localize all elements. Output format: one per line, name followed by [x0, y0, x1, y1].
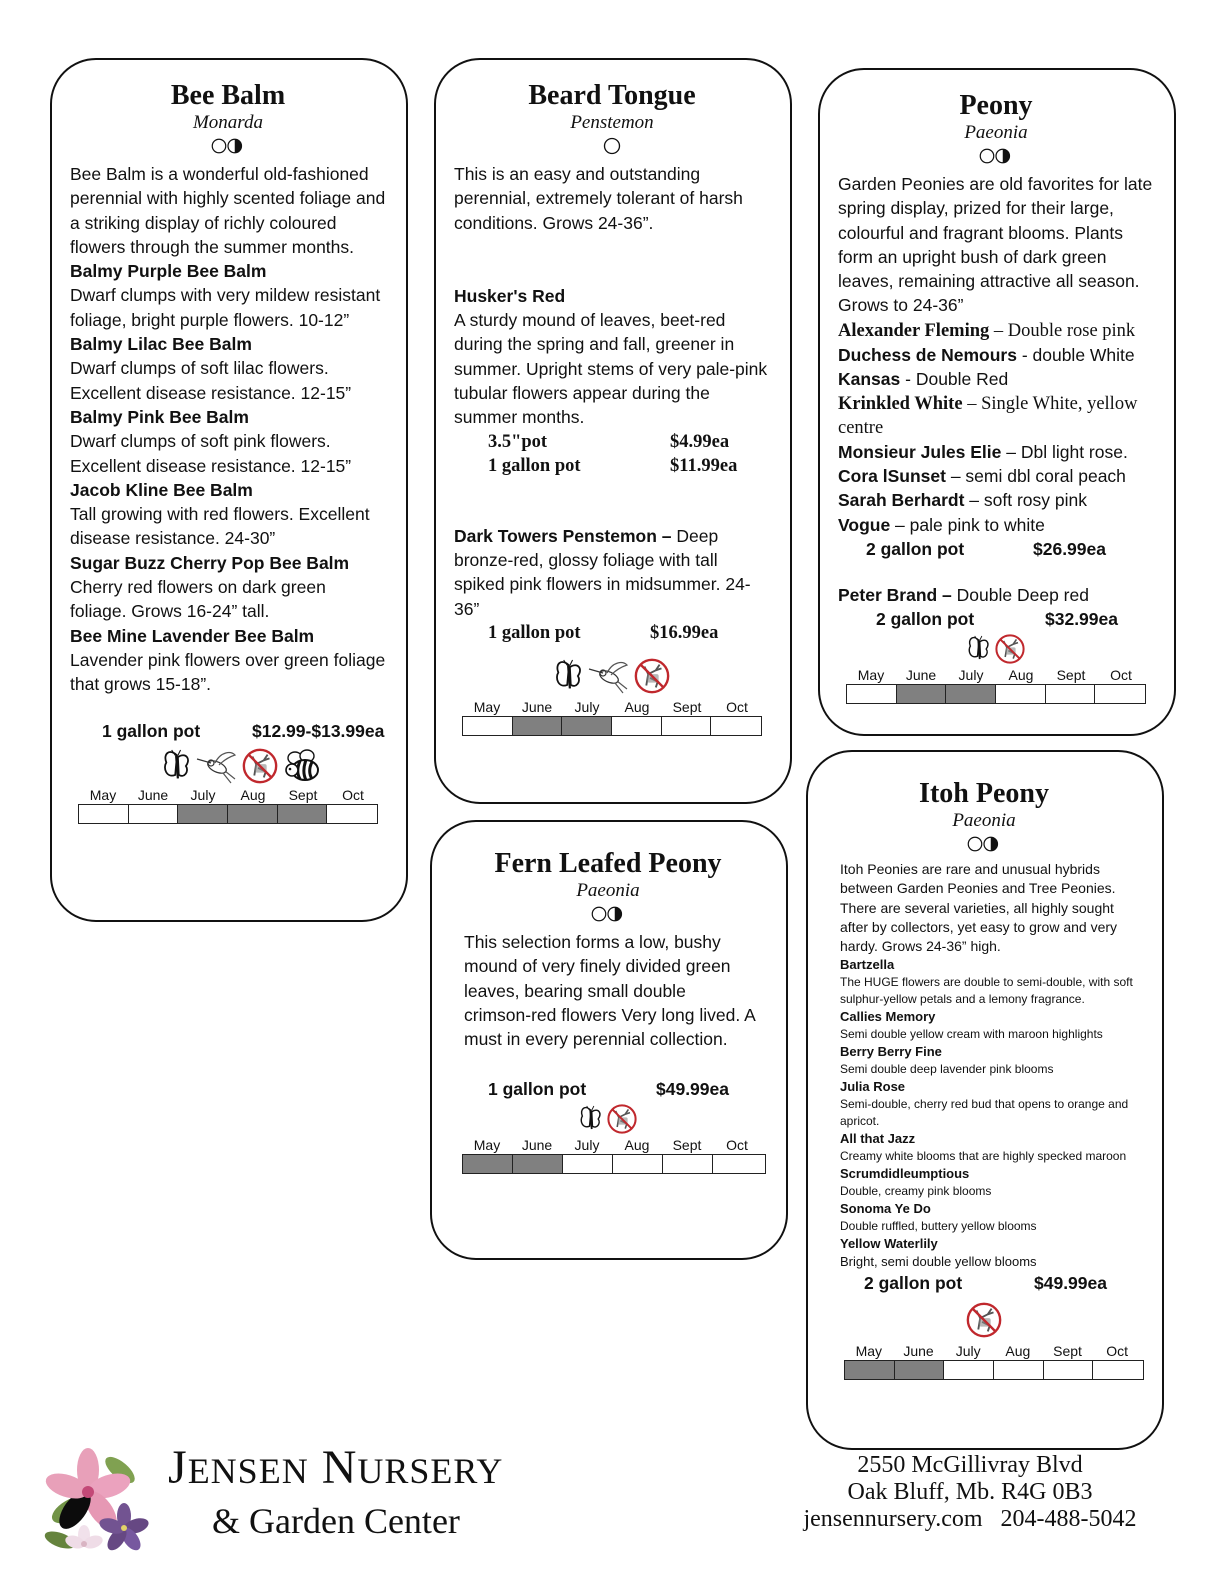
month-label: Aug	[240, 786, 266, 803]
bloom-cell	[711, 717, 761, 735]
price-label: 2 gallon pot	[866, 538, 965, 559]
month-label: June	[137, 786, 169, 803]
variety-block	[454, 524, 770, 621]
price-row	[454, 454, 770, 478]
bloom-month-labels	[844, 1343, 1142, 1360]
variety-desc: Semi-double, cherry red bud that opens to orange and apricot.	[840, 1097, 1129, 1129]
bloom-cell	[1044, 1361, 1094, 1379]
variety-desc: – Dbl light rose.	[1001, 441, 1128, 462]
variety-name: Callies Memory	[840, 1009, 936, 1025]
variety-desc: Cherry red flowers on dark green foliage. Grows 16-24” tall.	[70, 577, 326, 622]
month-label: Aug	[624, 698, 650, 715]
bloom-bar	[844, 1360, 1144, 1380]
bloom-cell	[513, 717, 563, 735]
card-peony	[818, 68, 1176, 736]
price-value: $12.99-$13.99ea	[252, 720, 385, 741]
deer-resistant-icon	[633, 657, 671, 695]
variety-name: Dark Towers Penstemon –	[454, 525, 672, 546]
variety-name: Scrumdidleumptious	[840, 1166, 970, 1182]
variety-desc: Dwarf clumps of soft lilac flowers. Excellent disease resistance. 12-15”	[70, 358, 352, 403]
bloom-cell	[897, 685, 947, 703]
variety-name: Husker's Red	[454, 285, 566, 306]
price-value: $26.99ea	[1033, 538, 1106, 559]
variety-name: Krinkled White	[838, 393, 963, 414]
bloom-chart	[844, 1343, 1142, 1380]
bloom-chart	[462, 1137, 766, 1174]
bloom-cell	[327, 805, 377, 823]
card-latin-name: Penstemon	[570, 112, 654, 133]
bloom-cell	[1095, 685, 1145, 703]
business-name-part: ENSEN	[187, 1451, 309, 1491]
month-label: June	[521, 1137, 553, 1154]
variety-list	[838, 318, 1154, 537]
variety-line	[838, 488, 1154, 512]
variety-name: Alexander Fleming	[838, 320, 990, 341]
price-row	[454, 621, 770, 645]
variety-name: Monsieur Jules Elie	[838, 441, 1002, 462]
bloom-bar	[462, 716, 762, 736]
card-intro: Bee Balm is a wonderful old-fashioned perennial with highly scented foliage and a striking display of richly coloured flowers through the summer months.	[70, 164, 386, 257]
bloom-cell	[228, 805, 278, 823]
bloom-cell	[663, 1155, 713, 1173]
flower-logo-icon	[40, 1440, 150, 1560]
variety-desc: Tall growing with red flowers. Excellent disease resistance. 24-30”	[70, 504, 370, 549]
variety-line	[838, 464, 1154, 488]
card-itoh-peony	[806, 750, 1164, 1450]
price-value: $16.99ea	[650, 622, 719, 643]
bloom-cell	[178, 805, 228, 823]
variety-name: Cora lSunset	[838, 465, 946, 486]
month-label: July	[574, 1137, 600, 1154]
price-value: $4.99ea	[670, 431, 730, 452]
butterfly-icon	[161, 747, 193, 785]
variety-desc: Creamy white blooms that are highly specked maroon	[840, 1149, 1127, 1164]
bloom-cell	[1046, 685, 1096, 703]
business-name-initial: J	[168, 1441, 188, 1494]
attracts-icons	[826, 1295, 1142, 1339]
price-row	[454, 430, 770, 454]
variety-desc: Dwarf clumps of soft pink flowers. Excellent disease resistance. 12-15”	[70, 431, 352, 476]
month-label: May	[89, 786, 117, 803]
deer-resistant-icon	[965, 1301, 1003, 1339]
variety-line	[838, 392, 1154, 440]
bloom-cell	[463, 1155, 513, 1173]
price-row	[826, 1271, 1142, 1295]
variety-name: Sonoma Ye Do	[840, 1201, 931, 1217]
deer-resistant-icon	[241, 747, 279, 785]
price-value: $11.99ea	[670, 455, 738, 476]
variety-name: All that Jazz	[840, 1131, 916, 1147]
month-label: Sept	[1056, 667, 1086, 684]
variety-name: Balmy Purple Bee Balm	[70, 261, 267, 282]
bloom-month-labels	[78, 787, 386, 804]
variety-name: Sugar Buzz Cherry Pop Bee Balm	[70, 552, 350, 573]
sun-requirement	[454, 136, 770, 162]
variety-name: Bartzella	[840, 957, 895, 973]
variety-list	[70, 259, 386, 696]
variety-list	[826, 956, 1142, 1271]
business-subtitle: & Garden Center	[212, 1501, 460, 1541]
bloom-cell	[895, 1361, 945, 1379]
bloom-cell	[278, 805, 328, 823]
deer-resistant-icon	[994, 633, 1026, 665]
bloom-cell	[713, 1155, 763, 1173]
bloom-cell	[1093, 1361, 1143, 1379]
hummingbird-icon	[195, 749, 239, 785]
month-label: Aug	[1008, 667, 1034, 684]
website-link[interactable]: jensennursery.com	[803, 1506, 983, 1532]
month-label: Aug	[1005, 1343, 1031, 1360]
variety-desc: Semi double deep lavender pink blooms	[840, 1062, 1054, 1077]
bloom-chart	[462, 699, 770, 736]
price-row	[838, 607, 1154, 631]
bloom-month-labels	[846, 667, 1154, 684]
price-value: $49.99ea	[656, 1079, 729, 1100]
variety-name: Balmy Lilac Bee Balm	[70, 334, 252, 355]
price-label: 1 gallon pot	[488, 1079, 587, 1100]
month-label: June	[905, 667, 937, 684]
variety-block	[838, 583, 1154, 607]
card-intro: Itoh Peonies are rare and unusual hybrids between Garden Peonies and Tree Peonies. There are several varieties, all highly sought after by collectors, yet easy to grow and very hardy. Grows 24-36” high.	[840, 861, 1118, 955]
sun-part-shade-icon	[978, 146, 1014, 166]
variety-desc: - double White	[1016, 345, 1135, 366]
variety-desc: Lavender pink flowers over green foliage that grows 15-18”.	[70, 649, 386, 695]
variety-name: Vogue	[838, 514, 891, 535]
card-intro: This is an easy and outstanding perennial, extremely tolerant of harsh conditions. Grows 24-36”.	[454, 164, 743, 233]
price-label: 1 gallon pot	[488, 455, 581, 476]
sun-part-shade-icon	[210, 136, 246, 156]
bloom-cell	[79, 805, 129, 823]
card-fern-leafed-peony	[430, 820, 788, 1260]
variety-desc: Double Deep red	[951, 584, 1089, 605]
month-label: June	[521, 698, 553, 715]
card-intro: This selection forms a low, bushy mound of very finely divided green leaves, bearing small double crimson-red flowers Very long lived. A must in every perennial collection.	[464, 932, 755, 1050]
variety-name: Kansas	[838, 369, 901, 390]
variety-name: Balmy Pink Bee Balm	[70, 406, 249, 427]
month-label: Oct	[342, 786, 364, 803]
hummingbird-icon	[587, 659, 631, 695]
bloom-cell	[129, 805, 179, 823]
sun-requirement	[826, 834, 1142, 860]
attracts-icons	[838, 631, 1154, 665]
variety-name: Peter Brand –	[838, 584, 952, 605]
butterfly-icon	[578, 1103, 604, 1135]
month-label: Sept	[672, 698, 702, 715]
price-label: 2 gallon pot	[864, 1273, 963, 1294]
bloom-cell	[562, 717, 612, 735]
bloom-month-labels	[462, 1137, 766, 1154]
contact-info	[800, 1452, 1140, 1533]
bloom-cell	[563, 1155, 613, 1173]
web-phone-line	[800, 1506, 1140, 1533]
month-label: Oct	[1106, 1343, 1129, 1360]
variety-name: Sarah Berhardt	[838, 490, 965, 511]
sun-requirement	[450, 904, 766, 930]
address-line: 2550 McGillivray Blvd	[857, 1452, 1083, 1478]
variety-line	[838, 318, 1154, 343]
sun-requirement	[838, 146, 1154, 172]
variety-desc: A sturdy mound of leaves, beet-red during the spring and fall, greener in summer. Upright stems of very pale-pink tubular flowers appear during the summer months.	[454, 310, 768, 428]
variety-name: Duchess de Nemours	[838, 345, 1017, 366]
bloom-cell	[847, 685, 897, 703]
price-row	[450, 1077, 766, 1101]
variety-desc: – semi dbl coral peach	[945, 465, 1126, 486]
bloom-bar	[78, 804, 378, 824]
bloom-cell	[463, 717, 513, 735]
month-label: June	[903, 1343, 934, 1360]
month-label: Oct	[726, 698, 748, 715]
price-label: 2 gallon pot	[876, 609, 975, 630]
variety-desc: Double ruffled, buttery yellow blooms	[840, 1219, 1037, 1234]
month-label: Oct	[1110, 667, 1132, 684]
phone-number: 204-488-5042	[1000, 1506, 1137, 1532]
bloom-cell	[612, 717, 662, 735]
month-label: Sept	[288, 786, 318, 803]
bloom-bar	[846, 684, 1146, 704]
attracts-icons	[100, 743, 386, 785]
sun-requirement	[70, 136, 386, 162]
bloom-cell	[944, 1361, 994, 1379]
month-label: July	[190, 786, 216, 803]
bloom-cell	[662, 717, 712, 735]
variety-name: Julia Rose	[840, 1079, 906, 1095]
price-label: 1 gallon pot	[488, 622, 581, 643]
attracts-icons	[450, 1101, 766, 1135]
sun-part-shade-icon	[966, 834, 1002, 854]
month-label: May	[473, 698, 501, 715]
price-value: $49.99ea	[1034, 1273, 1107, 1294]
month-label: May	[855, 1343, 883, 1360]
attracts-icons	[454, 653, 770, 695]
variety-desc: Deep bronze-red, glossy foliage with tall spiked pink flowers in midsummer. 24-36”	[454, 525, 751, 619]
month-label: July	[955, 1343, 981, 1360]
price-label: 3.5"pot	[488, 431, 548, 452]
variety-line	[838, 343, 1154, 367]
variety-desc: Double, creamy pink blooms	[840, 1184, 992, 1199]
month-label: Sept	[672, 1137, 702, 1154]
variety-line	[838, 513, 1154, 537]
card-title: Bee Balm	[170, 80, 286, 111]
variety-desc: The HUGE flowers are double to semi-double, with soft sulphur-yellow petals and a lemony fragrance.	[840, 975, 1133, 1007]
address-line: Oak Bluff, Mb. R4G 0B3	[847, 1479, 1093, 1505]
bloom-month-labels	[462, 699, 770, 716]
bloom-cell	[946, 685, 996, 703]
variety-desc: – Single White, yellow centre	[838, 393, 1138, 438]
bloom-chart	[846, 667, 1154, 704]
bloom-cell	[513, 1155, 563, 1173]
bloom-cell	[994, 1361, 1044, 1379]
bloom-chart	[78, 787, 386, 824]
card-bee-balm	[50, 58, 408, 922]
bloom-cell	[613, 1155, 663, 1173]
card-latin-name: Paeonia	[964, 122, 1028, 143]
variety-name: Berry Berry Fine	[840, 1044, 942, 1060]
variety-line	[838, 367, 1154, 391]
full-sun-icon	[602, 136, 622, 156]
business-name-initial: N	[321, 1441, 358, 1494]
price-row	[838, 537, 1154, 561]
card-title: Fern Leafed Peony	[494, 848, 722, 879]
month-label: Aug	[624, 1137, 650, 1154]
card-intro: Garden Peonies are old favorites for late spring display, prized for their large, colourful and fragrant blooms. Plants form an upright bush of dark green leaves, remaining attractive all season. Grows to 24-36”	[838, 174, 1153, 316]
bee-icon	[281, 747, 325, 785]
butterfly-icon	[553, 657, 585, 695]
deer-resistant-icon	[606, 1103, 638, 1135]
sun-part-shade-icon	[590, 904, 626, 924]
variety-desc: Semi double yellow cream with maroon highlights	[840, 1027, 1103, 1042]
variety-desc: – pale pink to white	[890, 514, 1045, 535]
price-row	[70, 719, 386, 743]
card-title: Peony	[959, 90, 1033, 121]
month-label: May	[473, 1137, 501, 1154]
month-label: July	[958, 667, 984, 684]
business-name	[168, 1440, 503, 1499]
card-beard-tongue	[434, 58, 792, 804]
variety-desc: – soft rosy pink	[964, 490, 1087, 511]
card-title: Beard Tongue	[528, 80, 696, 111]
card-latin-name: Paeonia	[576, 880, 640, 901]
variety-desc: Bright, semi double yellow blooms	[840, 1254, 1037, 1270]
variety-name: Bee Mine Lavender Bee Balm	[70, 625, 315, 646]
card-latin-name: Monarda	[192, 112, 264, 133]
variety-desc: Dwarf clumps with very mildew resistant foliage, bright purple flowers. 10-12”	[70, 285, 381, 330]
butterfly-icon	[966, 633, 992, 665]
price-label: 1 gallon pot	[102, 720, 201, 741]
variety-line	[838, 440, 1154, 464]
business-name-part: URSERY	[357, 1451, 504, 1491]
month-label: May	[857, 667, 885, 684]
month-label: Sept	[1053, 1343, 1082, 1360]
price-value: $32.99ea	[1045, 609, 1118, 630]
card-latin-name: Paeonia	[952, 810, 1016, 831]
variety-name: Yellow Waterlily	[840, 1236, 938, 1252]
bloom-cell	[996, 685, 1046, 703]
bloom-cell	[845, 1361, 895, 1379]
variety-desc: – Double rose pink	[989, 320, 1136, 341]
month-label: July	[574, 698, 600, 715]
variety-desc: - Double Red	[900, 369, 1009, 390]
variety-name: Jacob Kline Bee Balm	[70, 479, 253, 500]
month-label: Oct	[726, 1137, 748, 1154]
variety-block	[454, 284, 770, 430]
bloom-bar	[462, 1154, 766, 1174]
card-title: Itoh Peony	[919, 778, 1049, 809]
